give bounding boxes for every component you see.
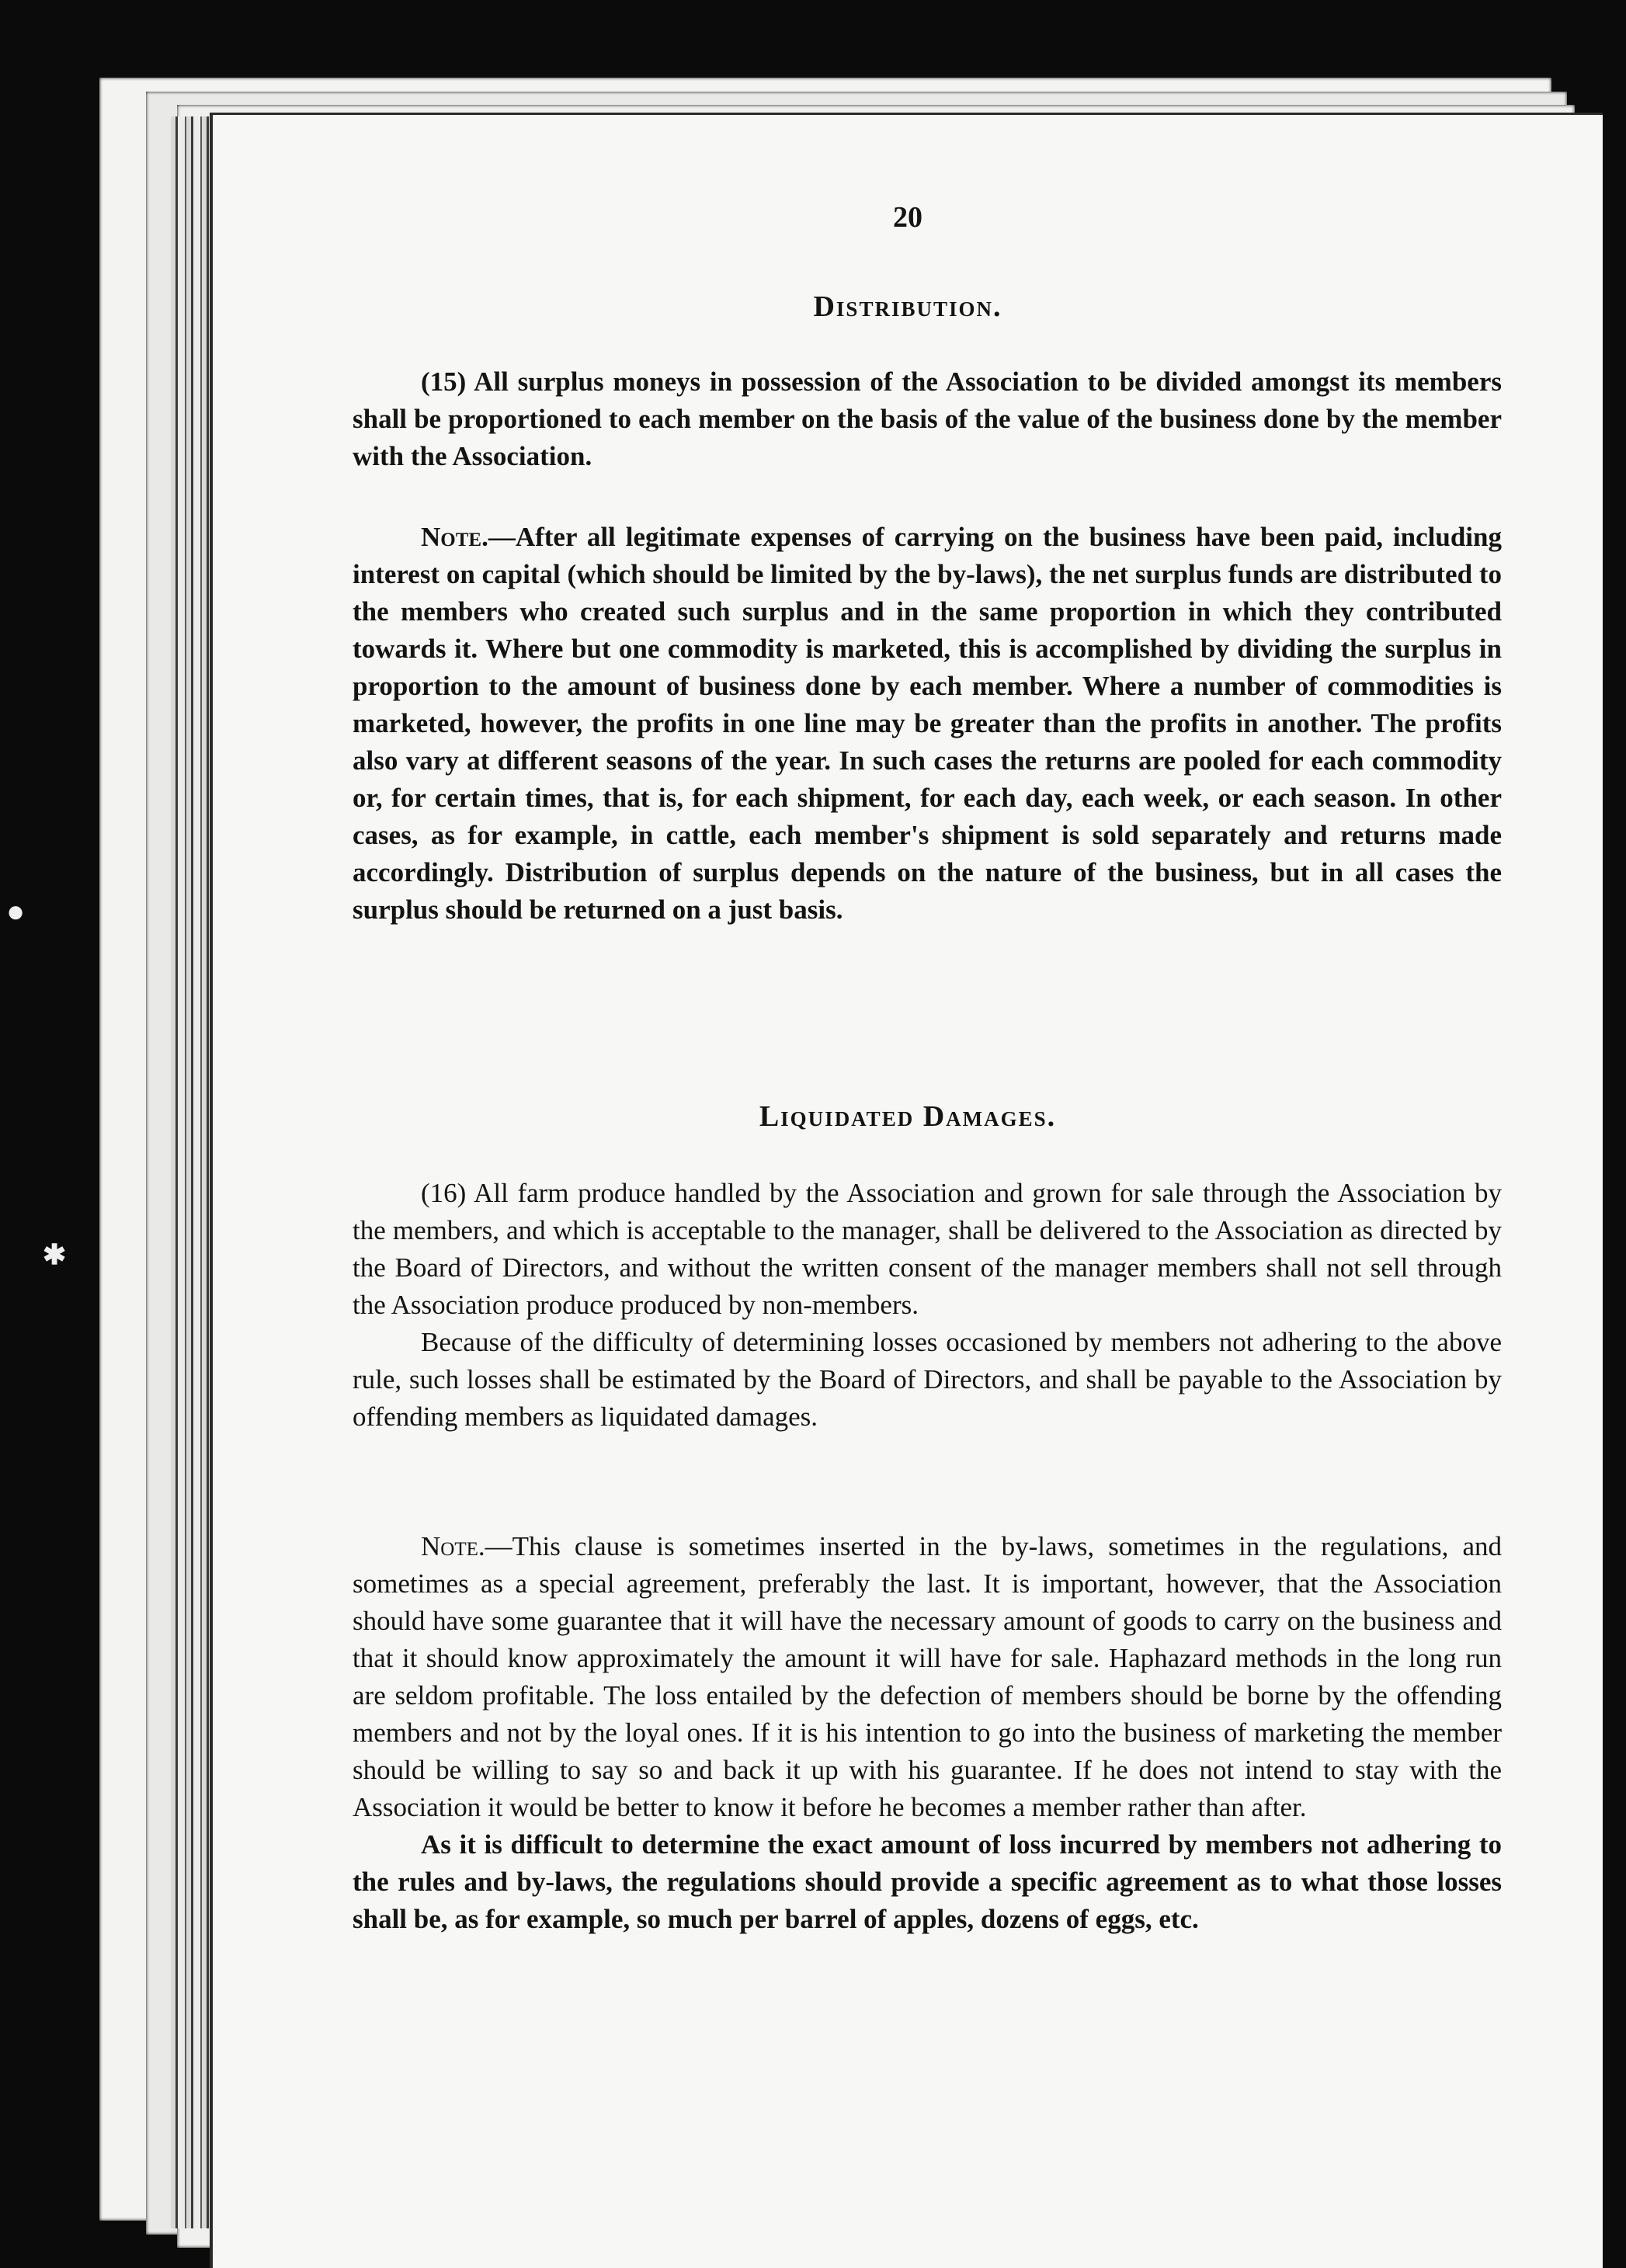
clause-16-paragraph-1: (16) All farm produce handled by the Association and grown for sale through the Association by the members, and which is acceptable to the manager, shall be delivered to the Association as directed by the Board of Directors, and without the written consent of the manager members shall not sell through the Association produce produced by non-members. <box>353 1178 1502 1320</box>
note-label: Note. <box>421 1531 485 1561</box>
section-heading-distribution: Distribution. <box>813 290 1002 323</box>
note-label: Note. <box>421 522 488 552</box>
clause-15-text: (15) All surplus moneys in possession of the Association to be divided amongst its members shall be proportioned to each member on the basis of the value of the business done by the member with the Association. <box>353 366 1502 471</box>
document-page <box>210 113 1603 2268</box>
liquidated-damages-note-paragraph-2: As it is difficult to determine the exact amount of loss incurred by members not adhering to the rules and by-laws, the regulations should provide a specific agreement as to what those losses shall be, as for example, so much per barrel of apples, dozens of eggs, etc. <box>353 1829 1502 1934</box>
liquidated-damages-note-block <box>353 1528 1502 1938</box>
clause-16-paragraph-2: Because of the difficulty of determining losses occasioned by members not adhering to the above rule, such losses shall be estimated by the Board of Directors, and shall be payable to the Association by offending members as liquidated damages. <box>353 1327 1502 1432</box>
distribution-note-block <box>353 519 1502 929</box>
section-heading-liquidated-damages: Liquidated Damages. <box>759 1100 1057 1133</box>
liquidated-damages-note-paragraph <box>353 1528 1502 1826</box>
clause-16-block <box>353 1175 1502 1436</box>
margin-speck: ● <box>6 894 26 929</box>
liquidated-damages-note-text: —This clause is sometimes inserted in the by-laws, sometimes in the regulations, and sometimes as a special agreement, preferably the last. It is important, however, that the Association should have some guarantee that it will have the necessary amount of goods to carry on the business and that it should know approximately the amount it will have for sale. Haphazard methods in the long run are seldom profitable. The loss entailed by the defection of members should be borne by the offending members and not by the loyal ones. If it is his intention to go into the business of marketing the member should be willing to say so and back it up with his guarantee. If he does not intend to stay with the Association it would be better to know it before he becomes a member rather than after. <box>353 1531 1502 1822</box>
distribution-note-paragraph <box>353 519 1502 929</box>
margin-speck: ✱ <box>43 1239 67 1270</box>
clause-15-block <box>353 363 1502 475</box>
distribution-note-text: —After all legitimate expenses of carrying on the business have been paid, including interest on capital (which should be limited by the by-laws), the net surplus funds are distributed to the members who created such surplus and in the same proportion in which they contributed towards it. Where but one commodity is marketed, this is accomplished by dividing the surplus in proportion to the amount of business done by each member. Where a number of commodities is marketed, however, the profits in one line may be greater than the profits in another. The profits also vary at different seasons of the year. In such cases the returns are pooled for each commodity or, for certain times, that is, for each shipment, for each day, each week, or each season. In other cases, as for example, in cattle, each member's shipment is sold separately and returns made accordingly. Distribution of surplus depends on the nature of the business, but in all cases the surplus should be returned on a just basis. <box>353 522 1502 925</box>
page-number: 20 <box>893 201 922 234</box>
